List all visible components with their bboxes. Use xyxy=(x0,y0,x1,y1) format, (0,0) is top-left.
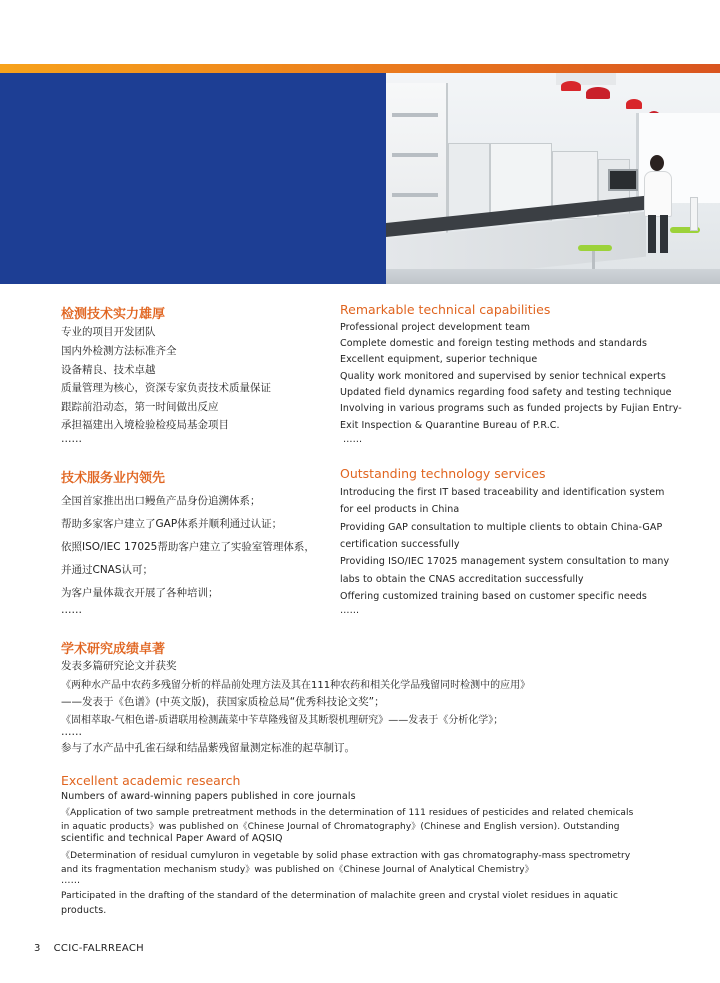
section-title-academic-cn: 学术研究成绩卓著 xyxy=(61,642,166,657)
list-item: 参与了水产品中孔雀石绿和结晶紫残留量测定标准的起草制订。 xyxy=(61,742,355,754)
ellipsis: …… xyxy=(61,433,82,445)
list-item: 发表多篇研究论文并获奖 xyxy=(61,660,177,672)
list-item: 为客户量体裁衣开展了各种培训； xyxy=(61,587,219,599)
section-title-services-cn: 技术服务业内领先 xyxy=(61,471,166,486)
list-item: 国内外检测方法标准齐全 xyxy=(61,345,177,357)
list-item: 跟踪前沿动态，第一时间做出反应 xyxy=(61,401,219,413)
red-lamp-icon xyxy=(626,99,642,109)
ellipsis: …… xyxy=(343,434,363,445)
list-item: 质量管理为核心，资深专家负责技术质量保证 xyxy=(61,382,271,394)
list-item: in aquatic products》was published on《Chinese Journal of Chromatography》(Chinese and English version). Outstanding xyxy=(61,822,620,832)
ellipsis: …… xyxy=(61,875,81,886)
list-item: 并通过CNAS认可； xyxy=(61,564,154,576)
list-item: 依照ISO/IEC 17025帮助客户建立了实验室管理体系， xyxy=(61,541,315,553)
section-title-services-en: Outstanding technology services xyxy=(340,466,546,481)
page-number: 3 xyxy=(34,943,41,954)
list-item: 《两种水产品中农药多残留分析的样品前处理方法及其在111种农药和相关化学品残留同时检测中的应用》 xyxy=(61,680,531,691)
ellipsis: …… xyxy=(340,605,360,616)
technician-leg xyxy=(648,215,656,253)
blue-banner-block xyxy=(0,73,386,284)
list-item: 设备精良、技术卓越 xyxy=(61,364,156,376)
list-item: certification successfully xyxy=(340,539,460,550)
list-item: Excellent equipment, superior technique xyxy=(340,354,538,365)
chair-back xyxy=(690,197,698,231)
list-item: Providing ISO/IEC 17025 management system consultation to many xyxy=(340,556,670,567)
list-item: 帮助多家客户建立了GAP体系并顺利通过认证； xyxy=(61,518,283,530)
list-item: Quality work monitored and supervised by senior technical experts xyxy=(340,371,666,382)
list-item: Complete domestic and foreign testing methods and standards xyxy=(340,338,648,349)
technician-leg xyxy=(660,215,668,253)
list-item: Involving in various programs such as funded projects by Fujian Entry- xyxy=(340,403,682,414)
monitor xyxy=(608,169,638,191)
orange-header-bar xyxy=(0,64,720,73)
list-item: products. xyxy=(61,905,107,916)
list-item: Exit Inspection & Quarantine Bureau of P.R.C. xyxy=(340,420,560,431)
technician-coat xyxy=(644,171,672,217)
ellipsis: …… xyxy=(61,604,82,616)
list-item: 专业的项目开发团队 xyxy=(61,326,156,338)
list-item: Professional project development team xyxy=(340,322,531,333)
list-item: Participated in the drafting of the standard of the determination of malachite green and crystal violet residues in aquatic xyxy=(61,891,618,901)
technician-head xyxy=(650,155,664,171)
instrument-slot xyxy=(392,113,438,117)
instrument-slot xyxy=(392,153,438,157)
list-item: 《Application of two sample pretreatment methods in the determination of 111 residues of pesticides and related chemicals xyxy=(61,808,634,818)
list-item: 《Determination of residual cumyluron in vegetable by solid phase extraction with gas chromatography-mass spectrometry xyxy=(61,851,631,861)
list-item: scientific and technical Paper Award of AQSIQ xyxy=(61,833,283,844)
list-item: 承担福建出入境检验检疫局基金项目 xyxy=(61,419,229,431)
list-item: Updated field dynamics regarding food safety and testing technique xyxy=(340,387,672,398)
red-lamp-icon xyxy=(586,87,610,99)
instrument-slot xyxy=(392,193,438,197)
list-item: Offering customized training based on customer specific needs xyxy=(340,591,647,602)
floor xyxy=(386,269,720,284)
list-item: Providing GAP consultation to multiple clients to obtain China-GAP xyxy=(340,522,663,533)
list-item: ——发表于《色谱》(中英文版)，获国家质检总局“优秀科技论文奖”； xyxy=(61,696,385,708)
laboratory-photo xyxy=(386,73,720,284)
list-item: 全国首家推出出口鳗鱼产品身份追溯体系； xyxy=(61,495,261,507)
list-item: Introducing the first IT based traceability and identification system xyxy=(340,487,665,498)
ellipsis: …… xyxy=(61,726,82,738)
list-item: and its fragmentation mechanism study》was published on《Chinese Journal of Analytical Chemistry》 xyxy=(61,865,534,875)
list-item: labs to obtain the CNAS accreditation successfully xyxy=(340,574,584,585)
section-title-academic-en: Excellent academic research xyxy=(61,773,241,788)
page-footer xyxy=(34,943,144,954)
section-title-tech-en: Remarkable technical capabilities xyxy=(340,302,551,317)
green-chair xyxy=(578,245,612,251)
red-lamp-icon xyxy=(561,81,581,91)
brand-name: CCIC-FALRREACH xyxy=(53,943,144,954)
list-item: 《固相萃取-气相色谱-质谱联用检测蔬菜中苄草隆残留及其断裂机理研究》——发表于《分析化学》； xyxy=(61,715,504,726)
list-item: Numbers of award-winning papers published in core journals xyxy=(61,791,356,802)
list-item: for eel products in China xyxy=(340,504,460,515)
section-title-tech-cn: 检测技术实力雄厚 xyxy=(61,307,166,322)
